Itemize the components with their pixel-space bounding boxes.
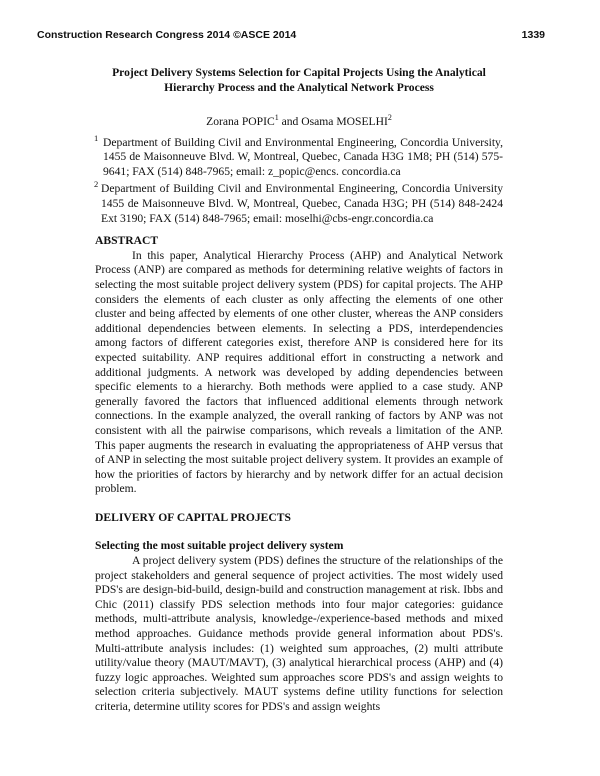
affiliation-text: Department of Building Civil and Environmental Engineering, Concordia University, 1455 de Maisonneuve Blvd. W, Montreal, Quebec, Canada H3G 1M8; PH (514) 575-9641; FAX (514) 848-7965; email: z_popic@encs. concordia.ca (103, 135, 503, 178)
author-conjunction: and (278, 115, 302, 129)
paper-content (95, 66, 503, 715)
affiliation-number: 1 (94, 132, 99, 143)
page-number: 1339 (521, 29, 545, 41)
author-1-affiliation-mark: 1 (274, 113, 279, 123)
affiliation-number: 2 (94, 179, 99, 190)
section-heading: DELIVERY OF CAPITAL PROJECTS (95, 510, 291, 524)
conference-header: Construction Research Congress 2014 ©ASCE 2014 (37, 29, 297, 41)
affiliation-1 (94, 132, 503, 180)
author-2: Osama MOSELHI (301, 115, 388, 129)
abstract-heading: ABSTRACT (95, 234, 159, 248)
affiliation-2 (94, 179, 503, 226)
paper-title: Project Delivery Systems Selection for Capital Projects Using the Analytical Hierarchy Process and the Analytical Network Process (112, 66, 486, 94)
subsection-heading: Selecting the most suitable project delivery system (95, 539, 344, 553)
author-line (95, 111, 503, 129)
affiliation-text: Department of Building Civil and Environmental Engineering, Concordia University 1455 de Maisonneuve Blvd. W, Montreal, Quebec, Canada H3G; PH (514) 848-2424 Ext 3190; FAX (514) 848-7965; email: moselhi@cbs-engr.concordia.ca (101, 182, 503, 225)
author-2-affiliation-mark: 2 (387, 113, 392, 123)
abstract-body: In this paper, Analytical Hierarchy Process (AHP) and Analytical Network Process (ANP) are compared as methods for determining relative weights of factors in selecting the most suitable project delivery system (PDS) for capital projects. The AHP considers the elements of each cluster as only affecting the elements of one other cluster and being affected by elements of one other cluster, whereas the ANP considers additional dependencies between elements. In selecting a PDS, interdependencies among factors of different categories exist, therefore ANP is considered here for its expected suitability. ANP requires additional effort in constructing a network and additional judgments. A network was developed by adding dependencies between specific elements to a hierarchy. Both methods were applied to a case study. ANP generally favored the factors that influenced additional elements through network connections. In the example analyzed, the overall ranking of factors by ANP was not consistent with all the pairwise comparisons, which reveals a limitation of the ANP. This paper augments the research in evaluating the appropriateness of AHP versus that of ANP in selecting the most suitable project delivery system. It provides an example of how the priorities of factors by hierarchy and by network differ for an actual decision problem. (95, 248, 503, 496)
author-1: Zorana POPIC (206, 115, 275, 129)
body-paragraph: A project delivery system (PDS) defines the structure of the relationships of the project stakeholders and general sequence of project activities. The most widely used PDS's are design-bid-build, design-build and construction management at risk. Ibbs and Chic (2011) classify PDS selection methods into four major categories: guidance methods, multi-attribute analysis, knowledge-/experience-based methods and mixed method approaches. Guidance methods provide general information about PDS's. Multi-attribute analysis includes: (1) weighted sum approaches, (2) multi attribute utility/value theory (MAUT/MAVT), (3) analytical hierarchical process (AHP) and (4) fuzzy logic approaches. Weighted sum approaches score PDS's and assign weights to selection criteria subjectively. MAUT systems define utility functions for selection criteria, determine utility scores for PDS's and assign weights (95, 554, 503, 714)
